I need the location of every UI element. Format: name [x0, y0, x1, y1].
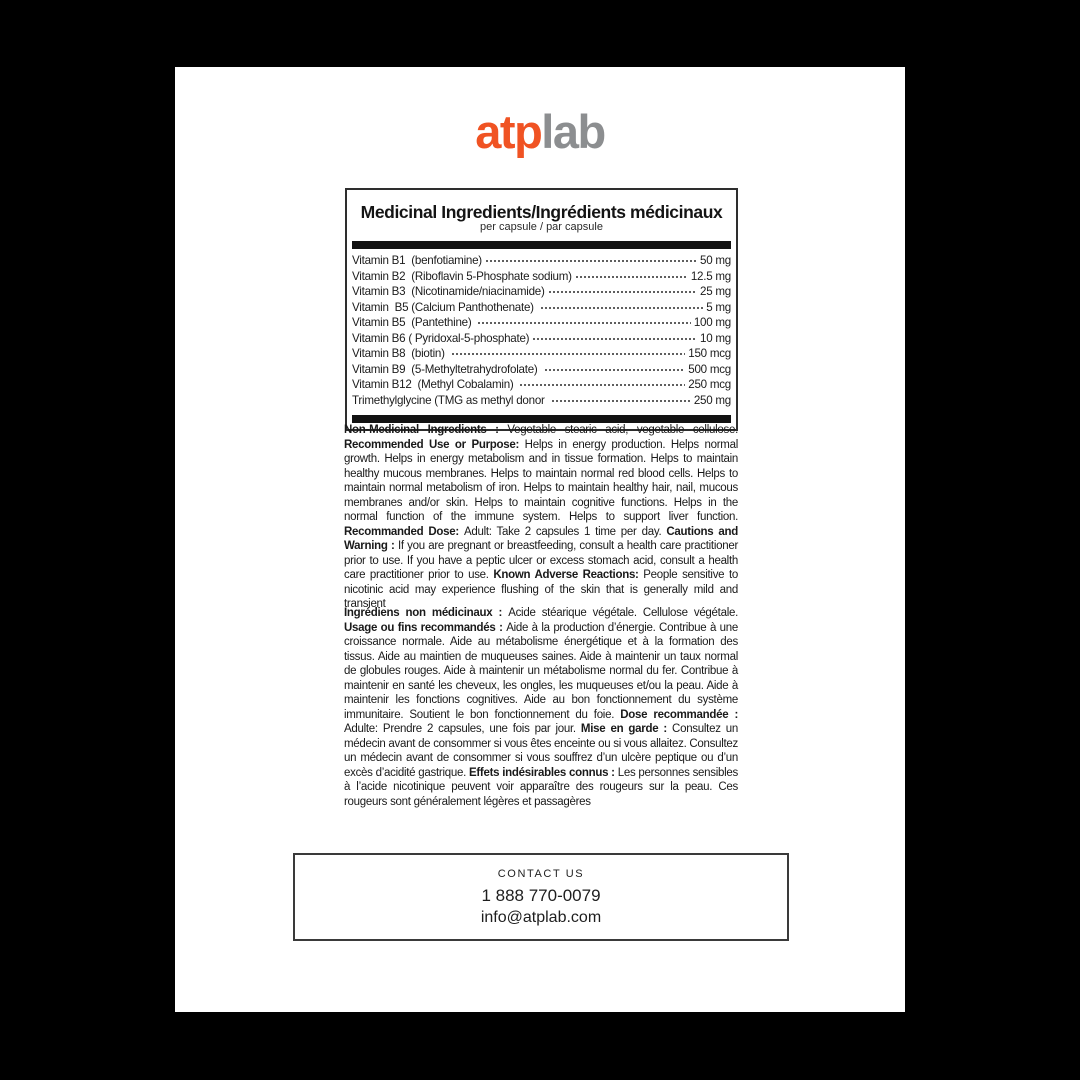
table-row	[352, 284, 731, 300]
french-info-paragraph	[344, 606, 738, 809]
ingredient-amount: 150 mcg	[688, 347, 731, 360]
paragraph-segment: Effets indésirables connus :	[468, 766, 618, 779]
ingredient-name: Trimethylglycine (TMG as methyl donor	[352, 393, 548, 407]
table-top-bar	[352, 241, 731, 249]
paragraph-segment: Cautions and Warning :	[344, 525, 738, 552]
paragraph-segment: Dose recommandée :	[620, 708, 739, 721]
paragraph-segment: Vegetable stearic acid, vegetable cellulose.	[507, 424, 738, 436]
ingredient-amount: 50 mg	[700, 254, 731, 267]
ingredient-amount: 250 mcg	[688, 378, 731, 391]
ingredient-name: Vitamin B2 (Riboflavin 5-Phosphate sodium)	[352, 269, 572, 283]
contact-heading: CONTACT US	[497, 868, 585, 880]
dot-leader	[551, 393, 691, 404]
table-row	[352, 393, 731, 409]
table-row	[352, 346, 731, 362]
ingredient-name: Vitamin B8 (biotin)	[352, 347, 448, 360]
dot-leader	[451, 346, 686, 357]
ingredient-amount: 5 mg	[706, 300, 731, 314]
paragraph-segment: Les personnes sensibles à l’acide nicotinique peuvent voir apparaître des rougeurs sur la peau. Ces rougeurs sont généralement légères et passagères	[344, 766, 738, 808]
table-row	[352, 331, 731, 347]
brand-logo	[175, 105, 905, 159]
table-row	[352, 300, 731, 316]
paragraph-segment: If you are pregnant or breastfeeding, consult a health care practitioner prior to use. If you have a peptic ulcer or excess stomach acid, consult a health care practitioner prior to use.	[344, 540, 738, 581]
paragraph-segment: Adulte: Prendre 2 capsules, une fois par jour.	[344, 723, 581, 735]
paragraph-segment: Usage ou fins recommandés :	[344, 621, 507, 634]
dot-leader	[519, 377, 685, 388]
paragraph-segment: People sensitive to nicotinic acid may experience flushing of the skin that is generally mild and transient	[344, 569, 738, 610]
paragraph-segment: Recommended Use or Purpose:	[344, 438, 525, 451]
ingredient-amount: 100 mg	[693, 316, 731, 329]
paragraph-segment: Ingrédiens non médicinaux :	[344, 607, 509, 619]
contact-phone: 1 888 770-0079	[481, 886, 601, 905]
table-subtitle: per capsule / par capsule	[480, 221, 603, 233]
medicinal-ingredients-table	[345, 188, 738, 431]
paragraph-segment: Adult: Take 2 capsules 1 time per day.	[463, 525, 667, 538]
contact-email: info@atplab.com	[480, 909, 602, 926]
ingredient-name: Vitamin B12 (Methyl Cobalamin)	[352, 378, 517, 391]
ingredient-amount: 10 mg	[700, 331, 731, 345]
table-row	[352, 377, 731, 393]
paragraph-segment: Acide stéarique végétale. Cellulose végétale.	[508, 607, 738, 619]
ingredient-amount: 12.5 mg	[690, 269, 731, 283]
table-row	[352, 269, 731, 285]
ingredient-name: Vitamin B5 (Pantethine)	[352, 316, 475, 329]
dot-leader	[532, 331, 697, 342]
paragraph-segment: Non-Medicinal Ingredients :	[344, 424, 508, 436]
contact-box	[293, 853, 789, 941]
paragraph-segment: Known Adverse Reactions:	[493, 569, 644, 581]
ingredient-rows	[347, 249, 736, 413]
dot-leader	[544, 362, 686, 373]
paragraph-segment: Mise en garde :	[580, 723, 673, 735]
brand-logo-lab: lab	[541, 105, 605, 158]
ingredient-name: Vitamin B3 (Nicotinamide/niacinamide)	[352, 285, 545, 298]
ingredient-name: Vitamin B9 (5-Methyltetrahydrofolate)	[352, 362, 541, 376]
paragraph-segment: Helps in energy production. Helps normal growth. Helps in energy metabolism and in tissue formation. Helps to maintain healthy mucous membranes. Helps to maintain normal red blood cells. Helps to maintain normal metabolism of iron. Helps to maintain healthy hair, nail, mucous membranes and/or skin. Helps to maintain cognitive functions. Helps in the normal function of the immune system. Helps to support liver function.	[344, 438, 738, 523]
dot-leader	[548, 284, 697, 295]
dot-leader	[477, 315, 690, 326]
table-bottom-bar	[352, 415, 731, 423]
table-title: Medicinal Ingredients/Ingrédients médicinaux	[360, 202, 723, 222]
dot-leader	[485, 253, 697, 264]
ingredient-name: Vitamin B6 ( Pyridoxal-5-phosphate)	[352, 331, 530, 345]
ingredient-amount: 500 mcg	[688, 362, 731, 376]
ingredient-name: Vitamin B1 (benfotiamine)	[352, 254, 482, 267]
table-row	[352, 362, 731, 378]
dot-leader	[575, 269, 688, 280]
paragraph-segment: Recommanded Dose:	[344, 525, 464, 538]
english-info-paragraph	[344, 423, 738, 612]
paragraph-segment: Consultez un médecin avant de consommer si vous êtes enceinte ou si vous allaitez. Consultez un médecin avant de consommer si vous souffrez d’un ulcère peptique ou d’un excès d’acidité gastrique.	[344, 723, 739, 779]
ingredient-name: Vitamin B5 (Calcium Panthothenate)	[352, 300, 537, 314]
brand-logo-atp: atp	[475, 105, 542, 158]
paragraph-segment: Aide à la production d’énergie. Contribue à une croissance normale. Aide au métabolisme énergétique et à la formation des tissus. Aide au maintien de muqueuses saines. Aide à maintenir un taux normal de globules rouges. Aide à maintenir un métabolisme normal du fer. Contribue à maintenir en santé les cheveux, les ongles, les muqueuses et/ou la peau. Aide à maintenir les fonctions cognitives. Aide au bon fonctionnement du système immunitaire. Soutient le bon fonctionnement du foie.	[344, 621, 738, 721]
ingredient-amount: 250 mg	[693, 393, 731, 407]
label-sheet	[175, 67, 905, 1012]
table-row	[352, 315, 731, 331]
dot-leader	[540, 300, 703, 311]
ingredient-amount: 25 mg	[700, 285, 731, 298]
table-row	[352, 253, 731, 269]
